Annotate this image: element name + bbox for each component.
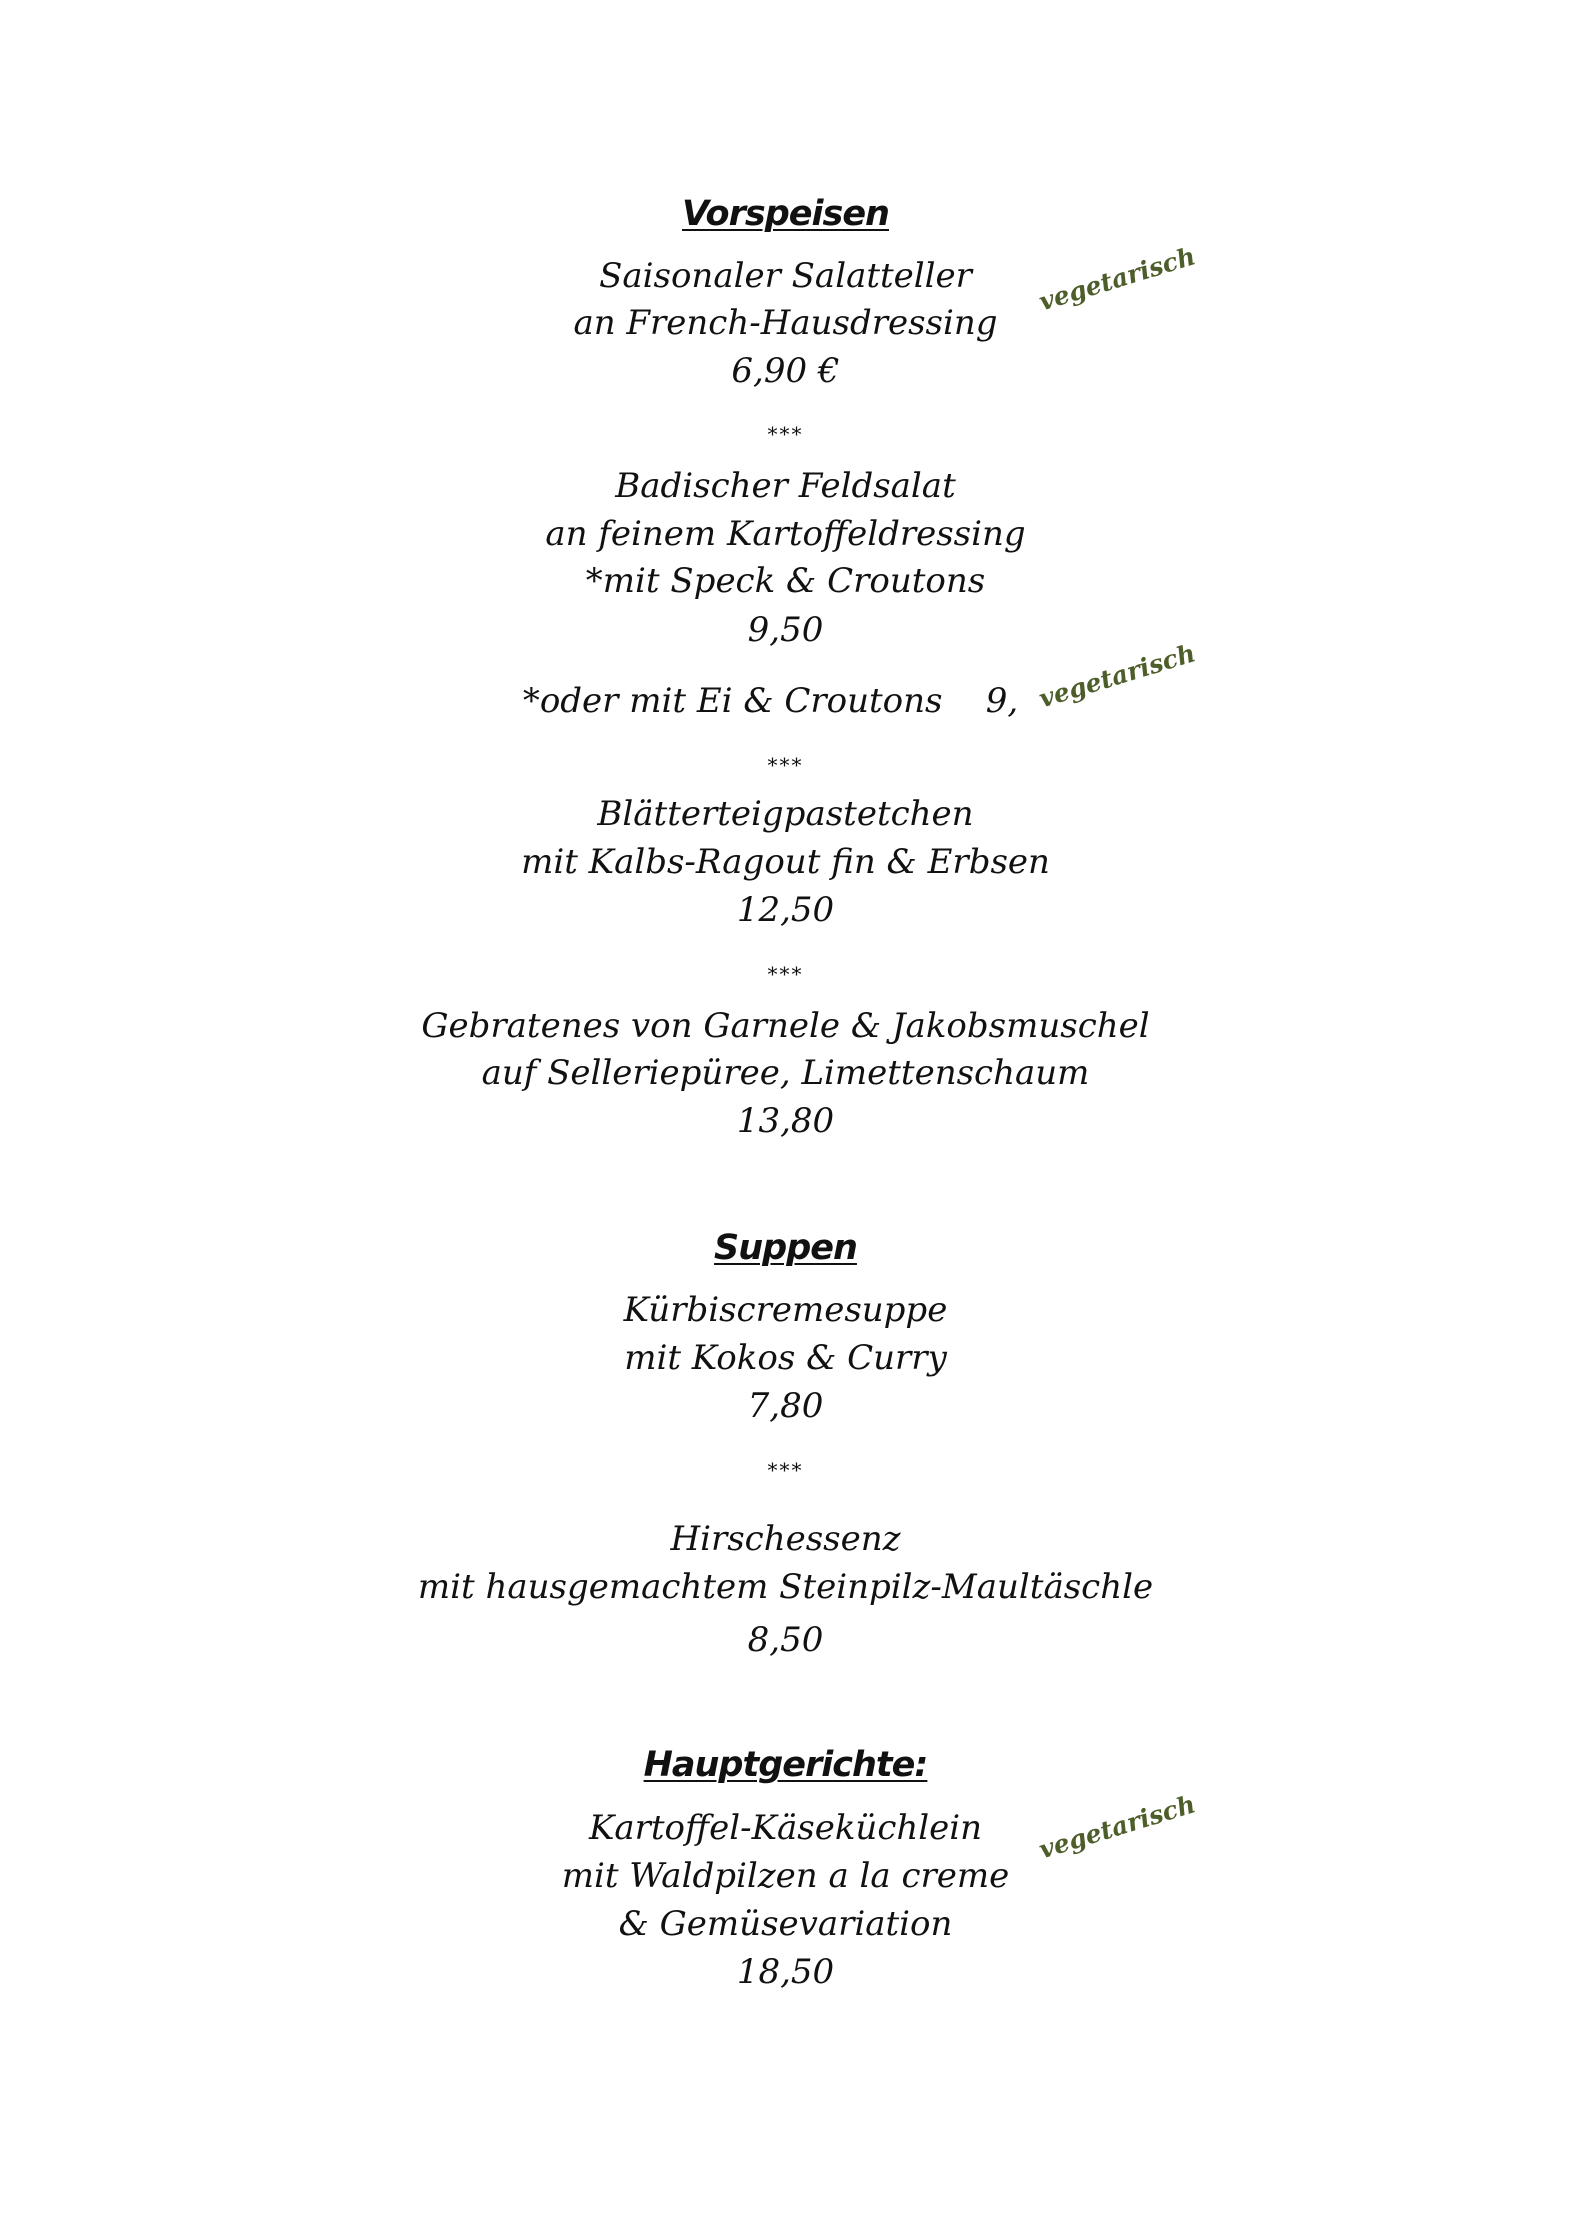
dish-description: mit Kokos & Curry [624, 1338, 947, 1378]
dish-price: 18,50 [736, 1952, 835, 1992]
dish-description: mit Waldpilzen a la creme [561, 1856, 1010, 1896]
separator-stars: *** [767, 1458, 804, 1482]
dish-option: *oder mit Ei & Croutons 9, [522, 681, 1019, 721]
dish-price: 7,80 [747, 1386, 824, 1426]
dish-price: 9,50 [747, 610, 824, 650]
separator-stars: *** [767, 753, 804, 777]
section-heading-suppen: Suppen [714, 1228, 857, 1268]
dish-option: *mit Speck & Croutons [585, 561, 986, 601]
dish-price: 13,80 [736, 1101, 835, 1141]
vegetarian-tag: vegetarisch [1035, 1789, 1199, 1865]
dish-name: Badischer Feldsalat [615, 466, 956, 506]
dish-price: 6,90 € [731, 351, 840, 391]
dish-name: Kürbiscremesuppe [623, 1290, 948, 1330]
dish-description: auf Selleriepüree, Limettenschaum [481, 1053, 1090, 1093]
dish-name: Gebratenes von Garnele & Jakobsmuschel [421, 1006, 1150, 1046]
section-heading-hauptgerichte: Hauptgerichte: [643, 1745, 928, 1785]
section-heading-vorspeisen: Vorspeisen [682, 194, 889, 234]
dish-description: mit Kalbs-Ragout fin & Erbsen [521, 842, 1050, 882]
separator-stars: *** [767, 422, 804, 446]
dish-description: an feinem Kartoffeldressing [545, 514, 1026, 554]
dish-price: 8,50 [747, 1620, 824, 1660]
vegetarian-tag: vegetarisch [1035, 638, 1199, 714]
vegetarian-tag: vegetarisch [1035, 241, 1199, 317]
dish-price: 12,50 [736, 890, 835, 930]
dish-description: & Gemüsevariation [618, 1904, 953, 1944]
dish-description: an French-Hausdressing [573, 303, 998, 343]
dish-name: Hirschessenz [670, 1519, 901, 1559]
dish-name: Kartoffel-Käseküchlein [588, 1808, 983, 1848]
dish-name: Blätterteigpastetchen [597, 794, 974, 834]
separator-stars: *** [767, 962, 804, 986]
dish-description: mit hausgemachtem Steinpilz-Maultäschle [417, 1567, 1154, 1607]
dish-name: Saisonaler Salatteller [599, 256, 972, 296]
